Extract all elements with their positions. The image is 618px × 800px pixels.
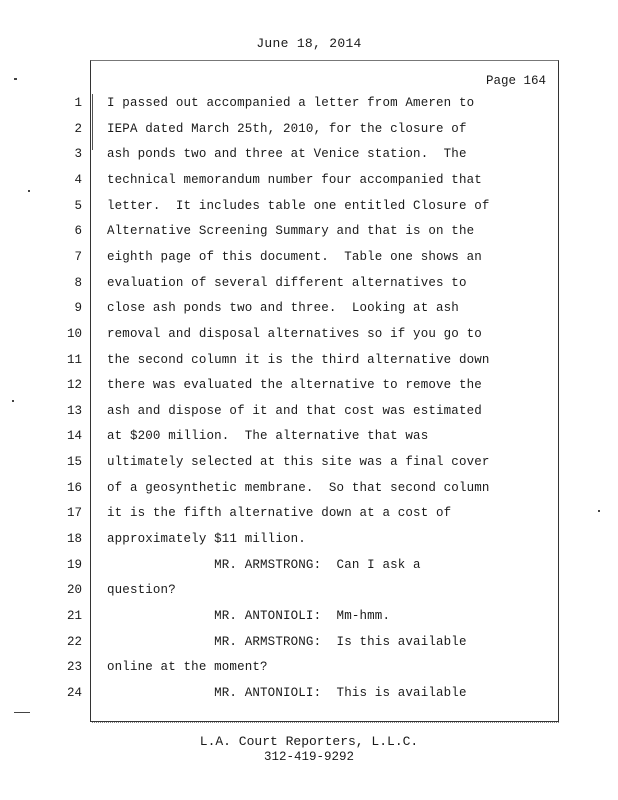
line-number: 24 [66,685,82,700]
line-text: ultimately selected at this site was a final cover [107,455,490,470]
line-number: 16 [66,480,82,495]
line-text: of a geosynthetic membrane. So that second column [107,480,490,495]
frame-shadow [92,722,559,725]
line-number: 9 [74,301,82,316]
line-text: Alternative Screening Summary and that is on the [107,224,475,239]
scan-speck [598,510,600,512]
line-number: 23 [66,660,82,675]
line-text: ash and dispose of it and that cost was estimated [107,403,482,418]
line-text: MR. ARMSTRONG: Is this available [107,634,467,649]
line-text: the second column it is the third alternative down [107,352,490,367]
line-text: question? [107,583,176,598]
footer-phone: 312-419-9292 [263,750,354,764]
line-text: eighth page of this document. Table one shows an [107,249,482,264]
scan-speck [12,400,14,402]
line-number: 10 [66,326,82,341]
line-number: 18 [66,532,82,547]
line-number: 13 [66,403,82,418]
line-text: MR. ANTONIOLI: Mm-hmm. [107,609,391,623]
line-number: 8 [74,275,82,290]
line-number: 11 [66,352,82,367]
line-number: 3 [74,147,82,162]
line-text: letter. It includes table one entitled Closure of [107,198,490,213]
line-text: ash ponds two and three at Venice station. The [107,147,467,162]
line-number: 21 [66,609,82,623]
left-margin-rule [92,94,93,150]
line-text: MR. ANTONIOLI: This is available [107,685,467,700]
line-number: 12 [66,378,82,393]
line-number: 7 [74,249,82,264]
line-text: evaluation of several different alternatives to [107,275,467,290]
line-text: IEPA dated March 25th, 2010, for the closure of [107,121,467,136]
scan-speck [14,712,30,713]
line-number: 14 [66,429,82,444]
line-text: there was evaluated the alternative to remove the [107,378,482,393]
line-text: approximately $11 million. [107,532,306,547]
line-number: 22 [66,634,82,649]
line-text: I passed out accompanied a letter from Ameren to [107,96,475,110]
line-text: online at the moment? [107,660,268,675]
header-date: June 18, 2014 [256,36,362,51]
line-number: 5 [74,198,82,213]
line-number: 2 [74,121,82,136]
line-number: 17 [66,506,82,521]
page-number: Page 164 [485,74,546,88]
line-number: 4 [74,172,82,187]
line-number: 15 [66,455,82,470]
footer-company: L.A. Court Reporters, L.L.C. [199,734,419,749]
line-text: it is the fifth alternative down at a cost of [107,506,452,521]
line-number: 1 [74,96,82,110]
line-number: 19 [66,557,82,572]
line-text: MR. ARMSTRONG: Can I ask a [107,557,421,572]
scan-speck [14,78,17,80]
scan-speck [28,190,30,192]
line-text: at $200 million. The alternative that was [107,429,429,444]
line-text: removal and disposal alternatives so if you go to [107,326,482,341]
line-number: 6 [74,224,82,239]
line-text: close ash ponds two and three. Looking at ash [107,301,459,316]
line-text: technical memorandum number four accompanied that [107,172,482,187]
line-number: 20 [66,583,82,598]
